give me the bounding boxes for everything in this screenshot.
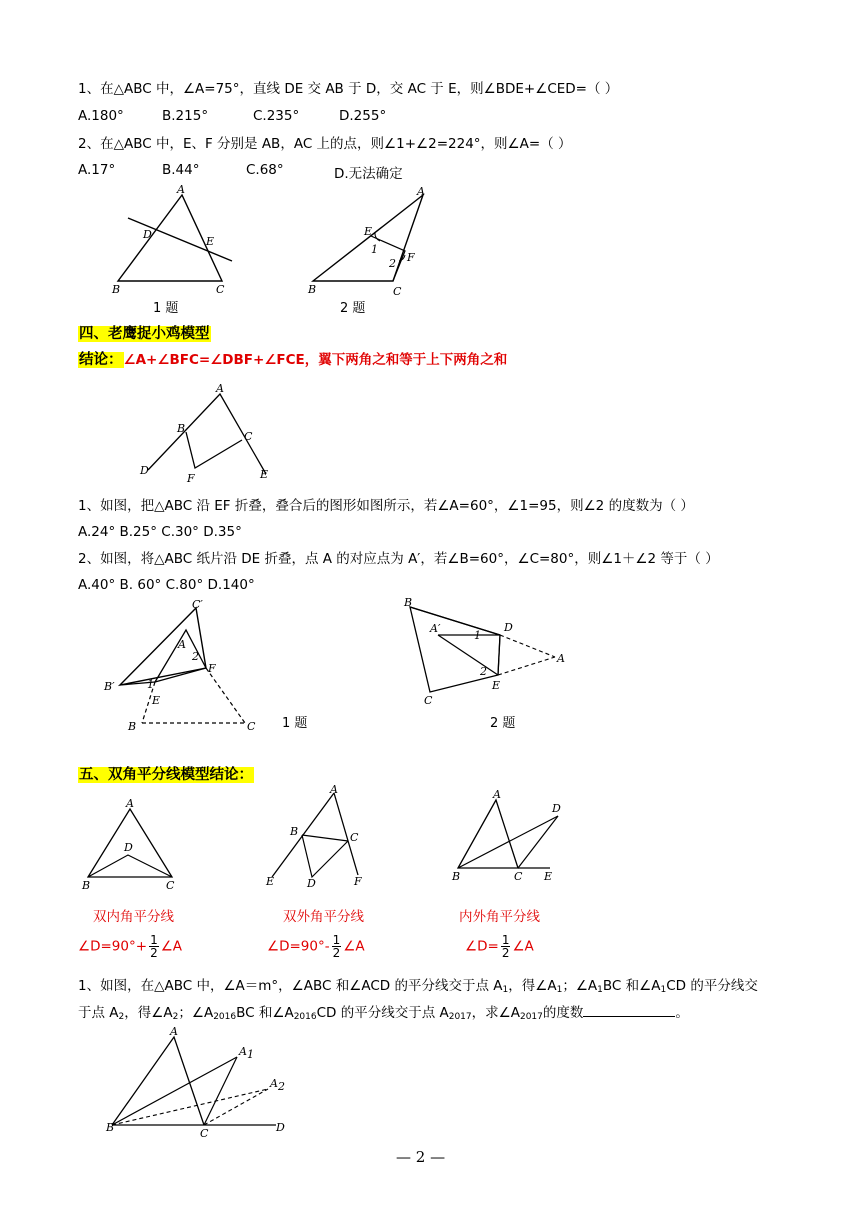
svg-text:B′: B′ <box>104 680 115 693</box>
question-2-text: 2、在△ABC 中，E、F 分别是 AB，AC 上的点，则∠1+∠2=224°，则∠A=（ ） <box>78 136 572 152</box>
figure-eagle-model <box>140 382 280 496</box>
figure-caption-mid-2: 2 题 <box>490 716 516 731</box>
svg-text:C: C <box>200 1127 209 1140</box>
question-4-2-options: A.40° B. 60° C.80° D.140° <box>78 577 255 593</box>
figure-fold-ef <box>100 600 270 739</box>
model-name-3: 内外角平分线 <box>459 909 540 925</box>
svg-text:F: F <box>187 472 195 485</box>
svg-text:D: D <box>307 877 316 890</box>
svg-text:C′: C′ <box>192 598 203 611</box>
question-1-text: 1、在△ABC 中，∠A=75°，直线 DE 交 AB 于 D，交 AC 于 E，则∠BDE+∠CED=（ ） <box>78 81 619 97</box>
figure-inner-outer-bisector <box>450 790 570 894</box>
svg-text:E: E <box>544 870 553 883</box>
svg-text:E: E <box>260 468 269 481</box>
svg-text:D: D <box>140 464 149 477</box>
svg-text:B: B <box>177 422 186 435</box>
section-5-title: 五、双角平分线模型结论： <box>79 767 253 783</box>
svg-text:E: E <box>492 679 501 692</box>
svg-text:A: A <box>126 797 134 810</box>
svg-text:A: A <box>270 1077 278 1090</box>
svg-text:B: B <box>112 283 121 296</box>
svg-text:F: F <box>354 875 362 888</box>
svg-text:1: 1 <box>474 629 481 642</box>
svg-text:B: B <box>128 720 137 733</box>
question-5-1-line-2: 于点 $A_2$，得$\angle A_2$；$\angle A_{2016}BC$ 和$\angle A_{2016}CD$ 的平分线交于点 $A_{2017}$，求$\angle A_{2017}$的度数 。 <box>78 1005 689 1022</box>
figure-double-outer-bisector <box>262 785 382 894</box>
svg-text:C: C <box>424 694 433 707</box>
svg-text:C: C <box>166 879 175 892</box>
svg-text:A′: A′ <box>430 622 441 635</box>
svg-text:C: C <box>514 870 523 883</box>
svg-text:A: A <box>177 183 185 196</box>
svg-text:C: C <box>350 831 359 844</box>
svg-text:F: F <box>208 662 216 675</box>
svg-text:2: 2 <box>480 665 487 678</box>
svg-text:1: 1 <box>247 1048 254 1061</box>
model-formula-3: ∠D= $\frac{1}{2}$ ∠A <box>465 933 534 960</box>
option-d: D.255° <box>339 108 387 124</box>
svg-text:A: A <box>178 638 186 651</box>
svg-text:C: C <box>393 285 402 298</box>
svg-text:2: 2 <box>278 1080 285 1093</box>
svg-text:C: C <box>216 283 225 296</box>
svg-text:B: B <box>404 596 413 609</box>
option-a: A.17° <box>78 162 116 178</box>
model-formula-2: ∠D=90°- $\frac{1}{2}$ ∠A <box>267 933 365 960</box>
model-formula-1: ∠D=90°+ $\frac{1}{2}$ ∠A <box>78 933 183 960</box>
svg-text:A: A <box>330 783 338 796</box>
svg-text:B: B <box>452 870 461 883</box>
question-5-1-line-1: 1、如图，在△ABC 中，∠A＝m°，∠ABC 和∠ACD 的平分线交于点 $A_1$，得$\angle A_1$；$\angle A_1BC$ 和$\angle A_1CD$ 的平分线交 <box>78 978 758 995</box>
figure-caption-2: 2 题 <box>340 301 366 316</box>
question-4-1-options: A.24° B.25° C.30° D.35° <box>78 524 242 540</box>
option-b: B.215° <box>162 108 209 124</box>
svg-text:C: C <box>244 430 253 443</box>
question-4-1-text: 1、如图，把△ABC 沿 EF 折叠，叠合后的图形如图所示，若∠A=60°，∠1=95，则∠2 的度数为（ ） <box>78 498 694 514</box>
svg-text:F: F <box>407 251 415 264</box>
section-4-conclusion: 结论：∠A+∠BFC=∠DBF+∠FCE，翼下两角之和等于上下两角之和 <box>79 352 508 368</box>
option-c: C.68° <box>246 162 284 178</box>
svg-text:B: B <box>308 283 317 296</box>
figure-triangle-line-de <box>100 183 250 297</box>
figure-triangle-angles-12 <box>305 183 435 297</box>
svg-text:A: A <box>216 382 224 395</box>
svg-text:E: E <box>152 694 161 707</box>
svg-text:A: A <box>170 1025 178 1038</box>
svg-text:A: A <box>417 185 425 198</box>
model-name-2: 双外角平分线 <box>283 909 364 925</box>
figure-caption-mid-1: 1 题 <box>282 716 308 731</box>
question-4-2-text: 2、如图，将△ABC 纸片沿 DE 折叠，点 A 的对应点为 A′，若∠B=60°，∠C=80°，则∠1＋∠2 等于（ ） <box>78 551 719 567</box>
svg-text:E: E <box>266 875 275 888</box>
option-b: B.44° <box>162 162 200 178</box>
svg-text:1: 1 <box>371 243 378 256</box>
svg-text:A: A <box>493 788 501 801</box>
option-a: A.180° <box>78 108 124 124</box>
svg-text:A: A <box>239 1045 247 1058</box>
svg-text:B: B <box>106 1121 115 1134</box>
svg-text:E: E <box>206 235 215 248</box>
svg-text:A: A <box>557 652 565 665</box>
svg-text:B: B <box>290 825 299 838</box>
model-name-1: 双内角平分线 <box>93 909 174 925</box>
svg-text:2: 2 <box>192 650 199 663</box>
svg-text:E: E <box>364 225 373 238</box>
svg-text:D: D <box>143 228 152 241</box>
svg-text:1: 1 <box>147 678 154 691</box>
svg-text:2: 2 <box>389 257 396 270</box>
svg-text:B: B <box>82 879 91 892</box>
figure-caption-1: 1 题 <box>153 301 179 316</box>
svg-text:D: D <box>552 802 561 815</box>
svg-text:C: C <box>247 720 256 733</box>
section-4-title: 四、老鹰捉小鸡模型 <box>79 326 210 342</box>
page-number: — 2 — <box>396 1148 446 1166</box>
answer-blank[interactable] <box>583 1004 675 1017</box>
option-d: D.无法确定 <box>334 166 403 182</box>
svg-text:D: D <box>276 1121 285 1134</box>
figure-repeated-bisectors <box>104 1027 304 1141</box>
svg-text:D: D <box>124 841 133 854</box>
figure-fold-de <box>400 597 570 711</box>
option-c: C.235° <box>253 108 300 124</box>
figure-double-inner-bisector <box>80 797 190 896</box>
svg-text:D: D <box>504 621 513 634</box>
